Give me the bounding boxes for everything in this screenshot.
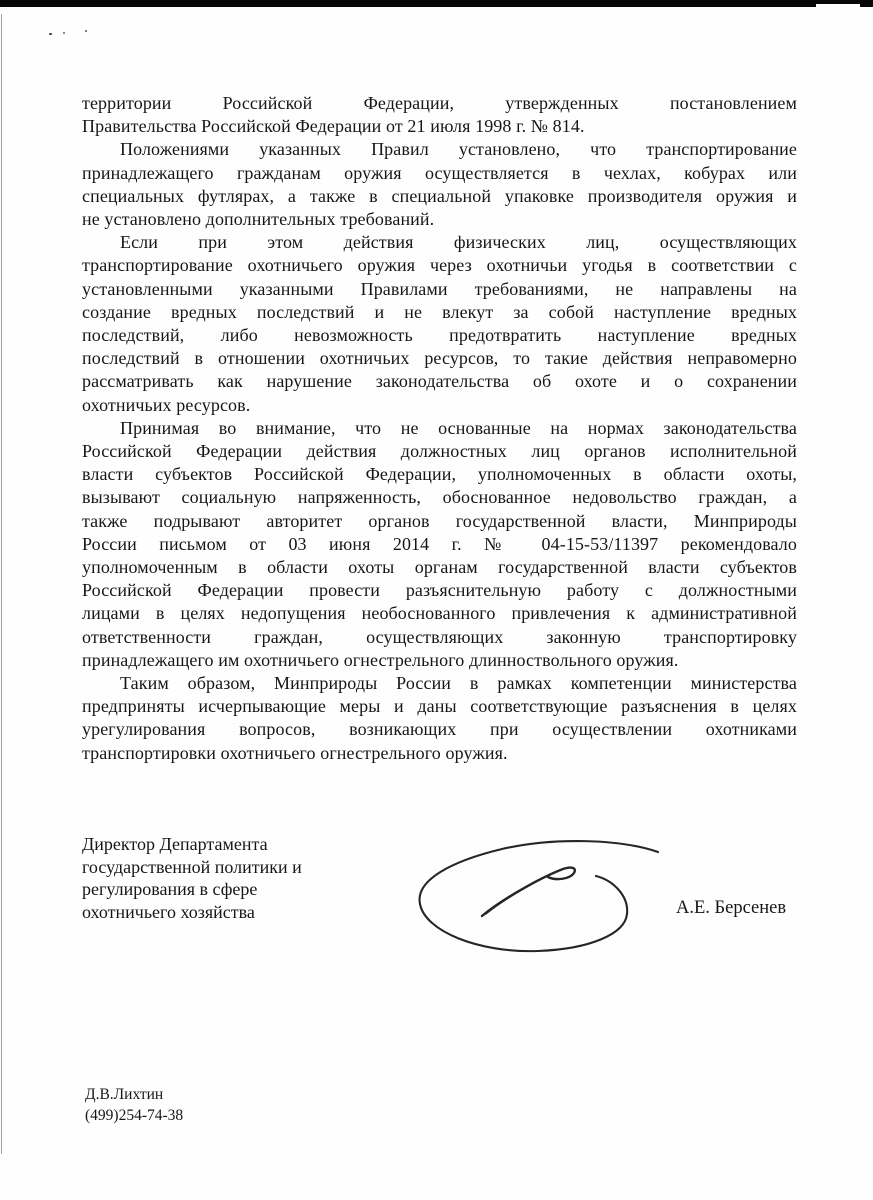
text-line: лицами в целях недопущения необоснованного привлечения к административной [82, 603, 797, 624]
letter-body [82, 92, 797, 765]
text-line: Российской Федерации провести разъяснительную работу с должностными [82, 580, 797, 601]
signatory-title-line: государственной политики и [82, 856, 302, 877]
text-line: специальных футлярах, а также в специальной упаковке производителя оружия и [82, 185, 797, 206]
text-line: также подрывают авторитет органов государственной власти, Минприроды [82, 510, 797, 531]
text-line: принадлежащего им охотничьего огнестрельного длинноствольного оружия. [82, 649, 679, 670]
text-line: Правительства Российской Федерации от 21 июля 1998 г. № 814. [82, 116, 585, 137]
text-line: создание вредных последствий и не влекут за собой наступление вредных [82, 301, 797, 322]
text-line: Положениями указанных Правил установлено, что транспортирование [120, 139, 797, 160]
text-line: Российской Федерации действия должностных лиц органов исполнительной [82, 441, 797, 462]
signatory-title-line: регулирования в сфере [82, 879, 258, 899]
text-line: не установлено дополнительных требований. [82, 209, 435, 230]
executor-contact [85, 1084, 183, 1126]
text-line: территории Российской Федерации, утвержденных постановлением [82, 93, 797, 113]
paragraph [82, 92, 797, 138]
text-line: последствий, либо невозможность предотвратить наступление вредных [82, 325, 797, 346]
handwritten-signature-icon [406, 836, 668, 964]
signatory-title-line: охотничьего хозяйства [82, 901, 255, 922]
text-line: вызывают социальную напряженность, обоснованное недовольство граждан, а [82, 487, 797, 508]
text-line: установленными указанными Правилами требованиями, не направлены на [82, 278, 797, 299]
text-line: последствий в отношении охотничьих ресурсов, то такие действия неправомерно [82, 348, 797, 369]
executor-phone: (499)254-74-38 [85, 1107, 184, 1124]
executor-name: Д.В.Лихтин [85, 1086, 164, 1103]
signatory-name: А.Е. Берсенев [676, 898, 787, 918]
text-line: уполномоченным в области охоты органам государственной власти субъектов [82, 557, 797, 578]
text-line: рассматривать как нарушение законодательства об охоте и о сохранении [82, 371, 797, 392]
paragraph [82, 138, 797, 231]
text-line: власти субъектов Российской Федерации, уполномоченных в области охоты, [82, 464, 797, 485]
text-line: транспортировки охотничьего огнестрельного оружия. [82, 742, 508, 763]
text-line: Принимая во внимание, что не основанные на нормах законодательства [120, 417, 797, 438]
text-line: охотничьих ресурсов. [82, 394, 251, 415]
signatory-title [82, 833, 422, 923]
text-line: урегулирования вопросов, возникающих при осуществлении охотниками [82, 719, 797, 740]
text-line: принадлежащего гражданам оружия осуществляется в чехлах, кобурах или [82, 162, 797, 183]
text-line: России письмом от 03 июня 2014 г. № 04-15-53/11397 рекомендовало [82, 533, 797, 554]
text-line: Таким образом, Минприроды России в рамках компетенции министерства [120, 673, 797, 694]
paragraph [82, 231, 797, 417]
text-line: предприняты исчерпывающие меры и даны соответствующие разъяснения в целях [82, 696, 797, 717]
paragraph [82, 672, 797, 765]
scan-edge-notch [816, 4, 860, 7]
paragraph [82, 417, 797, 672]
text-line: Если при этом действия физических лиц, осуществляющих [120, 232, 797, 253]
signatory-title-line: Директор Департамента [82, 834, 268, 854]
scan-speck [49, 33, 52, 35]
scan-speck [85, 30, 87, 32]
scan-edge-artifact-left [1, 14, 2, 1154]
text-line: транспортирование охотничьего оружия через охотничьи угодья в соответствии с [82, 255, 797, 276]
scan-edge-artifact-top [0, 0, 873, 7]
scan-speck [63, 32, 65, 34]
text-line: ответственности граждан, осуществляющих законную транспортировку [82, 626, 797, 647]
